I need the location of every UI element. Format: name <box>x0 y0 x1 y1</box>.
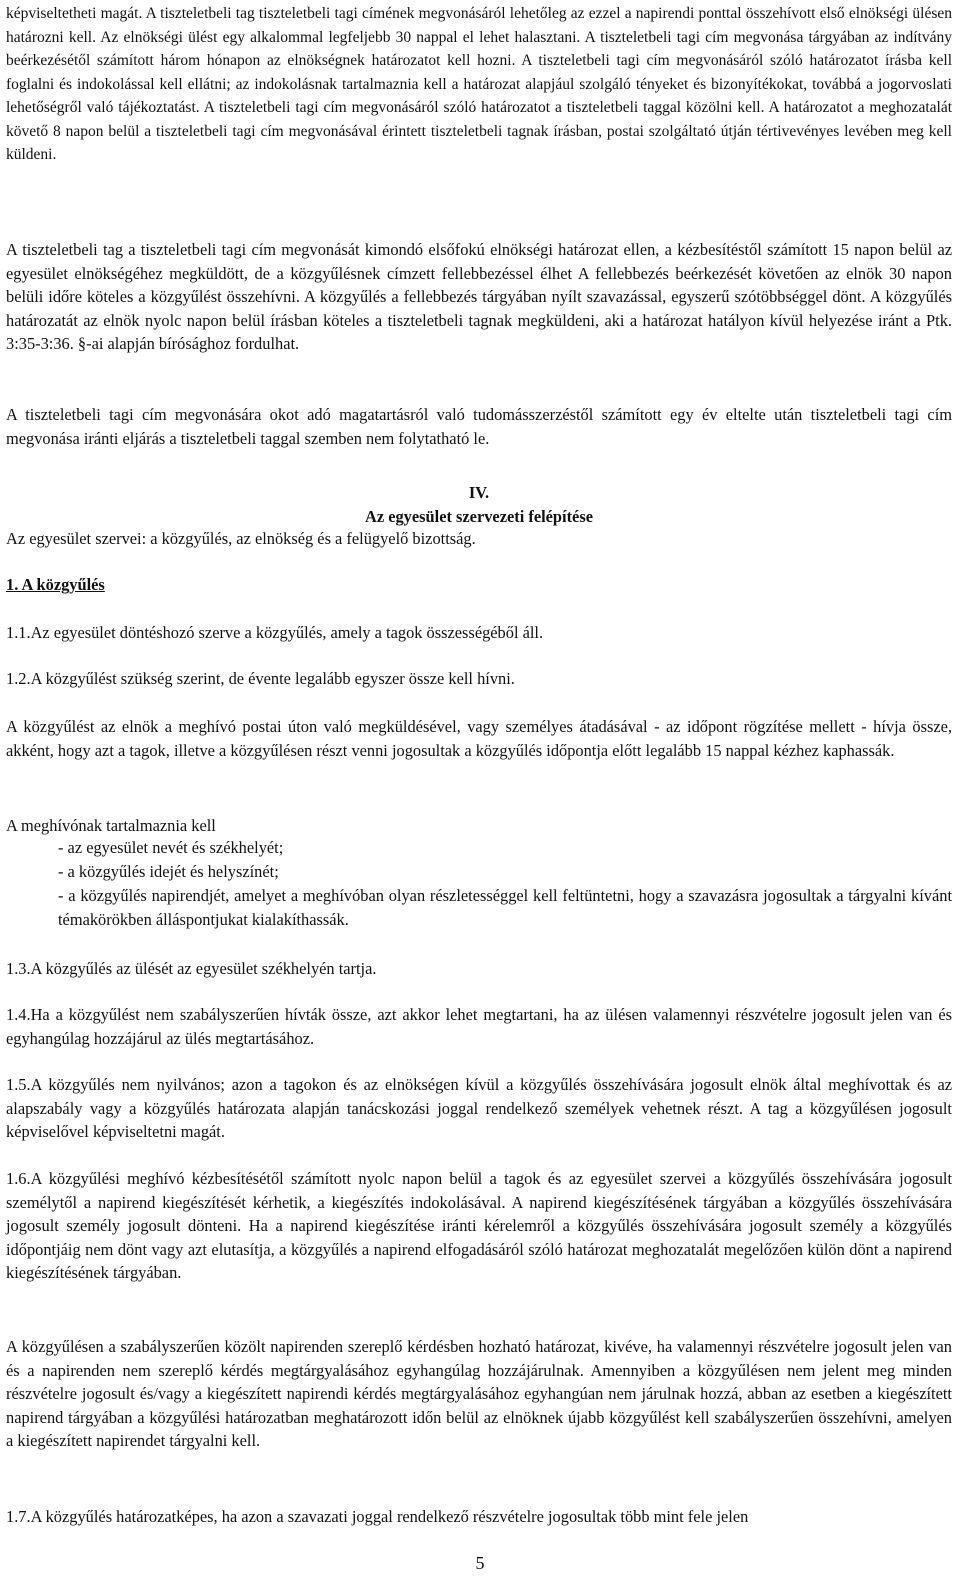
paragraph-limitation: A tiszteletbeli tagi cím megvonására okot adó magatartásról való tudomásszerzéstől számított egy év eltelte után tiszteletbeli tagi cím megvonása iránti eljárás a tiszteletbeli taggal szemben nem folytatható le. <box>6 405 952 448</box>
section-title: Az egyesület szervezeti felépítése <box>365 507 593 526</box>
clause-1-4: 1.4.Ha a közgyűlést nem szabályszerűen hívták össze, azt akkor lehet megtartani, ha az ülésen valamennyi részvételre jogosult jelen van és egyhangúlag hozzájárul az ülés megtartásához. <box>6 1005 952 1048</box>
paragraph-revocation-procedure: képviseltetheti magát. A tiszteletbeli tag tiszteletbeli tagi címének megvonásáról lehetőleg az ezzel a napirendi ponttal összehívott első elnökségi ülésen határozni kell. Az elnökségi ülést egy alkalommal legfeljebb 30 nappal el lehet halasztani. A tiszteletbeli tagi cím megvonása tárgyában az indítvány beérkezésétől számított három hónapon az elnökségnek határozatot kell hozni. A tiszteletbeli tagi cím megvonásáról szóló határozatot írásba kell foglalni és indokolással kell ellátni; az indokolásnak tartalmaznia kell a határozat alapjául szolgáló tényeket és bizonyítékokat, továbbá a jogorvoslati lehetőségről való tájékoztatást. A tiszteletbeli tagi cím megvonásáról szóló határozatot a tiszteletbeli taggal közölni kell. A határozatot a meghozatalát követő 8 napon belül a tiszteletbeli tagi cím megvonásával érintett tiszteletbeli tagnak írásban, postai szolgáltató útján tértivevényes levében meg kell küldeni. <box>6 5 952 163</box>
invite-intro: A meghívónak tartalmaznia kell <box>6 816 216 835</box>
clause-1-6: 1.6.A közgyűlési meghívó kézbesítésétől számított nyolc napon belül a tagok és az egyesület szervei a közgyűlés összehívására jogosult személytől a napirend kiegészítését kérhetik, a kiegészítés indokolásával. A napirend kiegészítésének tárgyában a közgyűlés összehívására jogosult személy jogosult dönteni. Ha a napirend kiegészítése iránti kérelemről a közgyűlés összehívására jogosult személy a közgyűlés időpontjáig nem dönt vagy azt elutasítja, a közgyűlés a napirend elfogadásáról szóló határozat meghozatalát megelőzően külön dönt a napirend kiegészítésének tárgyában. <box>6 1169 952 1282</box>
paragraph-appeal: A tiszteletbeli tag a tiszteletbeli tagi cím megvonását kimondó elsőfokú elnökségi határozat ellen, a kézbesítéstől számított 15 napon belül az egyesület elnökségéhez megküldött, de a közgyűlésnek címzett fellebbezéssel élhet A fellebbezés beérkezését követően az elnök 30 napon belüli időre köteles a közgyűlést összehívni. A közgyűlés a fellebbezés tárgyában nyílt szavazással, egyszerű szótöbbséggel dönt. A közgyűlés határozatát az elnök nyolc napon belül írásban köteles a tiszteletbeli tagnak megküldeni, aki a határozat hatályon kívül helyezése iránt a Ptk. 3:35-3:36. §-ai alapján bírósághoz fordulhat. <box>6 240 952 353</box>
clause-1-3: 1.3.A közgyűlés az ülését az egyesület székhelyén tartja. <box>6 959 377 978</box>
section-number: IV. <box>468 483 490 502</box>
clause-1-7: 1.7.A közgyűlés határozatképes, ha azon a szavazati joggal rendelkező részvételre jogosultak több mint fele jelen <box>6 1507 749 1526</box>
page-number: 5 <box>475 1553 485 1573</box>
heading-general-assembly: 1. A közgyűlés <box>6 575 105 594</box>
paragraph-convening: A közgyűlést az elnök a meghívó postai úton való megküldésével, vagy személyes átadásával - az időpont rögzítése mellett - hívja össze, akként, hogy azt a tagok, illetve a közgyűlésen részt venni jogosultak a közgyűlés időpontja előtt legalább 15 nappal kézhez kaphassák. <box>6 717 952 760</box>
invite-item-agenda: - a közgyűlés napirendjét, amelyet a meghívóban olyan részletességgel kell feltüntetni, hogy a szavazásra jogosultak a tárgyalni kívánt témakörökben álláspontjukat kialakíthassák. <box>58 886 952 929</box>
paragraph-agenda-rule: A közgyűlésen a szabályszerűen közölt napirenden szereplő kérdésben hozható határozat, kivéve, ha valamennyi részvételre jogosult jelen van és a napirenden nem szereplő kérdés megtárgyalásához egyhangúlag hozzájárulnak. Amennyiben a közgyűlésen nem jelent meg minden részvételre jogosult és/vagy a kiegészített napirendi kérdés megtárgyalásához egyhangúan nem járulnak hozzá, abban az esetben a kiegészített napirend tárgyában a közgyűlési határozatban meghatározott időn belül az elnöknek újabb közgyűlést kell szabályszerűen összehívni, amelyen a kiegészített napirendet tárgyalni kell. <box>6 1337 952 1450</box>
paragraph-organs: Az egyesület szervei: a közgyűlés, az elnökség és a felügyelő bizottság. <box>6 529 476 548</box>
invite-item-name-seat: - az egyesület nevét és székhelyét; <box>58 838 284 857</box>
clause-1-1: 1.1.Az egyesület döntéshozó szerve a közgyűlés, amely a tagok összességéből áll. <box>6 623 544 642</box>
invite-item-time-place: - a közgyűlés idejét és helyszínét; <box>58 862 279 881</box>
clause-1-5: 1.5.A közgyűlés nem nyilvános; azon a tagokon és az elnökségen kívül a közgyűlés összehívására jogosult elnök által meghívottak és az alapszabály vagy a közgyűlés határozata alapján tanácskozási joggal rendelkező személyek vehetnek részt. A tag a közgyűlésen jogosult képviselővel képviseltetni magát. <box>6 1075 952 1141</box>
clause-1-2: 1.2.A közgyűlést szükség szerint, de évente legalább egyszer össze kell hívni. <box>6 669 515 688</box>
